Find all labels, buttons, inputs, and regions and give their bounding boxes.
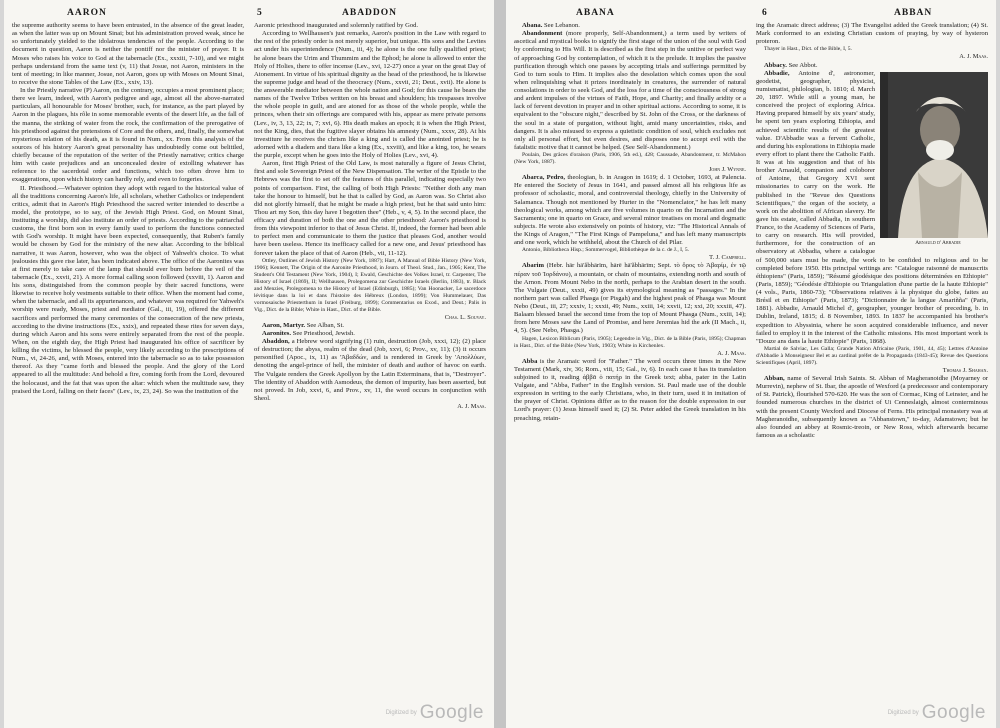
bibliography: Martial de Salviac, Les Galla; Grande Nation Africaine (Paris, 1901, 44, 45); Lettres d'Antoine d'Abbadie à Monseigneur Bel et au cardinal préfet de la Propaganda (1843-45); Revue des Questions Scientifiques (April, 1897).	[756, 345, 988, 366]
author-signature: John J. Wynne.	[708, 166, 746, 173]
author-signature: A. J. Maas.	[457, 403, 486, 410]
paragraph: ing the Aramaic direct address; (3) The Evangelist added the Greek translation; (4) St. Mark conformed to an existing Christian custom of praying, by way of hysteron proteron.	[756, 22, 988, 46]
encyclopedia-entry	[254, 338, 486, 403]
entry-headword: Aaron, Martyr.	[262, 321, 306, 329]
entry-headword: Abana.	[522, 22, 543, 29]
portrait-caption: Arnauld d' Abbadie	[915, 239, 961, 246]
encyclopedia-entry	[254, 330, 486, 338]
encyclopedia-entry	[514, 22, 746, 30]
running-head	[514, 6, 988, 22]
entry-text: (Hebr. hār hā'ăbhārīm, hārē hā'ăbhārīm; Sept. τὸ ὄρος τὸ Ἀβαρίμ, ἐν τῷ πέραν τοῦ Ἰορδάνου), a mountain, or chain of mountains, extending north and south of the Arnon. From Mount Nebo in the north, perhaps to the Arabian desert in the south. The Vulgate (Deut., xxxii, 49) gives its etymological meaning as "passages." In the northern part was called Phasga (or Pisgah) and the highest peak of Phasga was Mount Nebo (Deut., iii, 27; xxxiv, 1; xxxii, 49; Num., xxiii, 14; xxvii, 12; xxi, 20; xxxiii, 47). Balaam blessed Israel the second time from the top of Mount Phasga (Num., xxiii, 14); from here Moses saw the Land of Promise, and here Jeremias hid the ark (II Mach., ii, 4, 5). (See Nebo, Phasga.)	[514, 262, 746, 335]
entry-text: See Abbot.	[788, 61, 818, 69]
entry-headword: Abba	[522, 357, 538, 365]
entry-text: is the Aramaic word for "Father." The word occurs three times in the New Testament (Mark, xiv, 36; Rom., viii, 15; Gal., iv, 6). In each case it has its translation subjoined to it, reading ἀββᾶ ὁ πατήρ in the Greek text; abba, pater in the Latin Vulgate, and "Abba, Father" in the English version. St. Paul made use of the double expression in writing to the early Christians, who, in their turn, used it in imitation of the prayer of Christ. Opinions differ as to the reason for the double expression in our Lord's prayer: (1) Jesus himself used it; (2) St. Peter added the Greek translation in his preaching, retain-	[514, 357, 746, 422]
author-signature: Thomas J. Shahan.	[942, 366, 988, 374]
right-page-column-1	[514, 22, 746, 712]
encyclopedia-entry	[756, 70, 988, 346]
encyclopedia-entry	[514, 262, 746, 335]
paragraph: In the Priestly narrative (P) Aaron, on the contrary, occupies a most prominent place; there we learn, indeed, with Aaron's pedigree and age, almost all the above-narrated particulars, all honourable for Moses' brother, such, for instance, as the part played by Aaron in the plagues, his rôle in some memorable events of the desert life, as the fall of the manna, the striking of water from the rock, the confirmation of the prerogative of his priesthood against the pretensions of Core and the others, and, finally, the somewhat mysterious relation of his death, as it is found in Num., xx. From this analysis of the sources of his history Aaron's great personality has undoubtedly come out belittled, chiefly because of the reputation of the writer of the Priestly narrative; critics charge him with caste prejudices and an unconcealed desire of extolling whatever has reference to the sacerdotal order and functions, which too often drove him to exaggerations, upon which history can hardly rely, and even to forgeries.	[12, 87, 244, 184]
left-page	[4, 0, 494, 728]
encyclopedia-entry	[254, 322, 486, 330]
encyclopedia-entry	[756, 62, 988, 70]
paragraph: According to Wellhausen's just remarks, Aaron's position in the Law with regard to the rest of the priestly order is not merely superior, but unique. His sons and the Levites act under his superintendence (Num., iii, 4); he alone is the one fully qualified priest; he alone bears the Urim and Thummim and the Ephod; he alone is allowed to enter the Holy of Holies, there to offer incense (Lev., xvi, 12-27) once a year on the great Day of Atonement. In virtue of his spiritual dignity as the head of the priesthood, he is likewise the supreme judge and head of the theocracy (Num., xxvii, 21; Deut., xvii). He alone is the answerable mediator between the whole nation and God; for this cause he bears the names of the Twelve Tribes written on his breast and shoulders; his trespasses involve the whole people in guilt, and are atoned for as those of the whole people, while the princes, when their sin offerings are compared with his, appear as mere private persons (Lev., iv, 3, 13, 22; ix, 7; xvi, 6). His death makes an epoch; it is when the High Priest, not the King, dies, that the fugitive slayer obtains his amnesty (Num., xxxv, 28). At his investiture he receives the chrism like a king and is called the anointed priest; he is adorned with a diadem and tiara like a king (Ex., xxviii), and like a king, too, he wears the purple, except when he goes into the Holy of Holies (Lev., xvi, 4).	[254, 30, 486, 159]
entry-text: Antoine d', astronomer, geodetist, geographer, physicist, numismatist, philologian, b. 1810; d. March 20, 1897. While still a young man, he conceived the project of exploring Africa. Having prepared himself by six years' study, he spent ten years exploring Ethiopia, and achieved scientific results of the greatest value. D'Abbadie was a fervent Catholic, and during his explorations in Ethiopia made every effort to plant there the Catholic Faith. It was at his suggestion and that of his brother Arnauld, companion and coloborer of Antoine, that Gregory XVI sent missionaries to carry on the work. He published in the "Revue des Questions Scientifiques," the organ of the society, a work on the abolition of African slavery. He gave his estate, called Abbadia, in southern France, to the Academy of Sciences of Paris, to carry on research. His will provided, furthermore, for the construction of an observatory at Abbadia, where a catalogue of 500,000 stars must be made, the work to be confided to religious and to be completed before 1950. His principal writings are: "Catalogue raisonné de manuscrits éthiopiens" (Paris, 1859); "Résumé géodésique des positions déterminées en Ethiopie" (Paris, 1859); "Géodésie d'Ethiopie ou Triangulation d'une partie de la haute Ethiopie" (4 vols., Paris, 1860-73); "Observations relatives à la physique du globe, faites au Brésil et en Ethiopie" (Paris, 1873); "Dictionnaire de la langue Amariñña" (Paris, 1881). Abbadie, Arnauld Michel d', geographer, younger brother of preceding, b. in Dublin, Ireland, 1815; d. 8 November, 1893. In 1837 he accompanied his brother's expedition to Abyssinia, where he soon acquired considerable influence, and never failed to employ it in the interest of the Catholic missions. His most important work is "Douze ans dans la haute Ethiopie" (Paris, 1868).	[756, 69, 988, 345]
right-page	[506, 0, 996, 728]
author-signature: A. J. Maas.	[717, 349, 746, 357]
encyclopedia-entry	[514, 30, 746, 152]
entry-text: See Priesthood, Jewish.	[292, 329, 355, 337]
google-watermark: $^{Digitized by}$ Google	[887, 702, 986, 723]
page-number: 6	[762, 8, 768, 18]
encyclopedia-entry	[756, 375, 988, 440]
bibliography: Thayer in Hast., Dict. of the Bible, I, 5.	[764, 46, 852, 53]
entry-text: See Lebanon.	[544, 22, 580, 29]
book-gutter	[494, 0, 506, 728]
entry-headword: Abandonment	[522, 30, 563, 38]
entry-text: a Hebrew word signifying (1) ruin, destruction (Job, xxxi, 12); (2) place of destruction; the abyss, realm of the dead (Job, xxvi, 6; Prov., xv, 11); (3) it occurs personified (Apoc., ix, 11) as 'Ἀβαδδών, and is rendered in Greek by 'Απολλύων, denoting the angel-prince of hell, the minister of death and author of havoc on earth. The Vulgate renders the Greek Apollyon by the Latin Exterminans, that is, "Destroyer". The identity of Abaddon with Asmodeus, the demon of impurity, has been asserted, but not proved. In Job, xxvi, 6, and Prov., xv, 11, the word occurs in conjunction with Sheol.	[254, 338, 486, 402]
paragraph: II. Priesthood.—Whatever opinion they adopt with regard to the historical value of all the traditions concerning Aaron's life, all scholars, whether Catholics or independent critics, admit that in Aaron's High Priesthood the sacred writer intended to describe a model, the prototype, so to say, of the Jewish High Priest. God, on Mount Sinai, instituting a worship, did also institute an order of priests. According to the patriarchal customs, the first born son in every family used to perform the functions connected with God's worship. It might have been expected, consequently, that Ruben's family would be chosen by God for the ministry of the new altar. According to the biblical narrative, it was Aaron, however, who was the object of Yahweh's choice. To what jealousies this gave rise later, has been indicated above. The office of the Aaronites was at first merely to take care of the lamp that should ever burn before the veil of the tabernacle (Ex., xxvii, 21). A more formal calling soon followed (xxviii, 1). Aaron and his sons, distinguished from the common people by their sacred functions, were likewise to receive holy vestments suitable to their office. When the moment had come, when the tabernacle, and all its appurtenances, and whatever was required for Yahweh's worship were ready, Moses, priest and mediator (Gal., iii, 19), offered the different sacrifices and performed the many ceremonies of the consecration of the new priests, according to the divine instructions (Ex., xxix), and repeated these rites for seven days, during which Aaron and his sons were entirely separated from the rest of the people. When, on the eighth day, the High Priest had inaugurated his office of sacrificer by killing the victims, he blessed the people, very likely according to the prescriptions of Num., vi, 24-26, and, with Moses, entered into the tabernacle so as to take possession thereof. As they "came forth and blessed the people. And the glory of the Lord appeared to all the multitude: And behold a fire, coming forth from the Lord, devoured the holocaust, and the fat that was upon the altar: which when the multitude saw, they praised the Lord, falling on their faces" (Lev., ix, 23, 24). So was the institution of the	[12, 184, 244, 395]
bibliography: Poulain, Des grâces d'oraison (Paris, 1906, 5th ed.), 428; Caussade, Abandonment, tr. McMahon (New York, 1887).	[514, 152, 746, 165]
entry-headword: Abbadie,	[764, 69, 790, 77]
paragraph: Aaron, first High Priest of the Old Law, is most naturally a figure of Jesus Christ, first and sole Sovereign Priest of the New Dispensation. The writer of the Epistle to the Hebrews was the first to set off the features of this parallel, indicating especially two points of comparison. First, the calling of both High Priests: "Neither doth any man take the honour to himself, but he that is called by God, as Aaron was. So Christ also did not glorify himself, that he might be made a high priest, but he that said unto him: Thou art my Son, this day have I begotten thee" (Heb., v, 4, 5). In the second place, the efficacy and duration of both the one and the other priesthood: Aaron's priesthood is from this viewpoint inferior to that of Jesus Christ. If, indeed, the former had been able to perfect men and communicate to them the justice that pleases God, another would have been useless. Hence its inefficacy called for a new one, and Jesus' priesthood has forever taken the place of that of Aaron (Heb., vii, 11-12).	[254, 160, 486, 257]
entry-headword: Abbacy.	[764, 61, 787, 69]
bibliography: Antonio, Bibliotheca Hisp.; Sommervogel, Bibliothèque de la c. de J., I, 5.	[522, 247, 690, 254]
entry-headword: Abaddon,	[262, 338, 290, 345]
author-signature: Chas. L. Souvay.	[444, 313, 486, 321]
paragraph: the supreme authority seems to have been entrusted, in the absence of the great leader, as when the latter was up on Mount Sinai; but his administration proved weak, since he so unfortunately yielded to the idolatrous tendencies of the people. According to the document in question, Aaron is neither the pontiff nor the minister of prayer. It is Moses who raises his voice to God at the tabernacle (Ex., xxxiii, 7-10), and we might perhaps understand from the same text (v, 11) that Josue, not Aaron, ministers in the tent of meeting; in like manner, Josue, not Aaron, goes up with Moses on Mount Sinai, to receive the stone Tables of the Law (Ex., xxiv, 13).	[12, 22, 244, 86]
running-head-right: ABADDON	[342, 8, 398, 18]
running-head-right: ABBAN	[894, 8, 933, 18]
bibliography: Hagen, Lexicon Biblicum (Paris, 1905); Legendre in Vig., Dict. de la Bible (Paris, 1895); Chapman in Hast., Dict. of the Bible (New York, 1903); White in Kirchenlex.	[514, 335, 746, 349]
entry-headword: Abban,	[764, 375, 785, 382]
entry-text: name of Several Irish Saints. St. Abban of Magheranoidhe (Moyarney or Murrevin), nephew of St. Ibar, the apostle of Wexford (a predecessor and contemporary of St. Patrick), flourished 570-620. He was the son of Cormac, King of Leinster, and he founded numerous churches in the district of Ui Cenneslaigh, almost conterminous with the present County Wexford and Diocese of Ferns. His principal monastery was at Magheranoidhe, subsequently known as "Abbanstown," to-day, Adamstown; but he also founded an abbey at Rosmic-treoin, or New Ross, which afterwards became famous as a scholastic	[756, 375, 988, 439]
google-watermark: $^{Digitized by}$ Google	[385, 702, 484, 723]
paragraph: Aaronic priesthood inaugurated and solemnly ratified by God.	[254, 22, 419, 29]
right-page-column-2	[756, 22, 988, 712]
entry-headword: Abarim	[522, 262, 544, 270]
left-page-column-2	[254, 22, 486, 712]
entry-headword: Aaronites.	[262, 329, 291, 337]
entry-text: (more properly, Self-Abandonment,) a term used by writers of ascetical and mystical books to signify the first stage of the union of the soul with God by conforming to His Will. It is described as the first step in the unitive or perfect way of approaching God by contemplation, of which it is the prelude. It implies the passive purification through which one passes by accepting trials and sufferings permitted by God to turn souls to Him. It implies also the desolation which comes upon the soul when relinquishing what it prizes inordinately in creatures, the surrender of natural consolations in order to seek God, and the loss for a time of the consciousness of strong and ardent impulses of the virtues of Faith, Hope, and Charity; and finally aridity or a lack of fervent devotion in prayer and in other spiritual actions. According to some, it is equivalent to the "obscure night," described by St. John of the Cross, or the darkness of the soul in a state of purgation, without light, amid many uncertainties, risks, and dangers. It is also misused to express a quietistic condition of soul, which excludes not only all personal effort, but even desires, and disposes one to accept evil with the fatalistic motive that it cannot be helped. (See Self-Abandonment.)	[514, 30, 746, 151]
left-page-column-1	[12, 22, 244, 712]
portrait-figure	[880, 72, 988, 250]
portrait-image	[880, 72, 988, 238]
entry-text: See Alban, St.	[306, 321, 345, 329]
entry-headword: Abarca, Pedro,	[522, 174, 566, 182]
running-head-left: ABANA	[576, 8, 615, 18]
author-signature: T. J. Campbell.	[709, 254, 746, 262]
author-signature: A. J. Maas.	[959, 53, 988, 61]
entry-text: theologian, b. in Aragon in 1619; d. 1 October, 1693, at Palencia. He entered the Society of Jesus in 1641, and passed almost all his religious life as professor of scholastic, moral, and controversial theology, chiefly in the University of Salamanca. Though not mentioned by Hurter in the "Nomenclator," he has left many theological works, among which are five volumes in quarto on the Incarnation and the Sacraments; one in quarto on Grace, and several minor treatises on moral and dogmatic subjects. He wrote also extensively on points of history, viz: "The Historical Annals of the Kings of Aragon," "The First Kings of Pampeluna," and has left many manuscripts and one work, which he withheld, about the Church of del Pilar.	[514, 174, 746, 247]
encyclopedia-entry	[514, 358, 746, 423]
encyclopedia-entry	[514, 174, 746, 247]
bibliography: Ottley, Outlines of Jewish History (New York, 1887); Hart, A Manual of Bible History (New York, 1906); Kennett, The Origin of the Aaronite Priesthood, in Journ. of Theol. Stud., Jan., 1905; Kent, The Student's Old Testament (New York, 1904), I; Ewald, Geschichte des Volkes Israel, tr. Carpenter, The History of Israel (1869), II; Wellhausen, Prolegomena zur Geschichte Israels (Berlin, 1883), tr. Black and Menzies, Prolegomena to the History of Israel (Edinburgh, 1885); Van Hoonacker, Le sacerdoce lévitique dans la loi et dans l'histoire des Hébreux (London, 1899); Von Hummelauer, Das vormosaische Priesterthum in Israel (Freiburg, 1899); Commentarius on Exod., and Deut.; Palis in Vig., Dict. de la Bible; White in Hast., Dict. of the Bible.	[254, 257, 486, 313]
running-head-left: AARON	[67, 8, 107, 18]
running-head	[12, 6, 486, 22]
page-number: 5	[257, 8, 263, 18]
